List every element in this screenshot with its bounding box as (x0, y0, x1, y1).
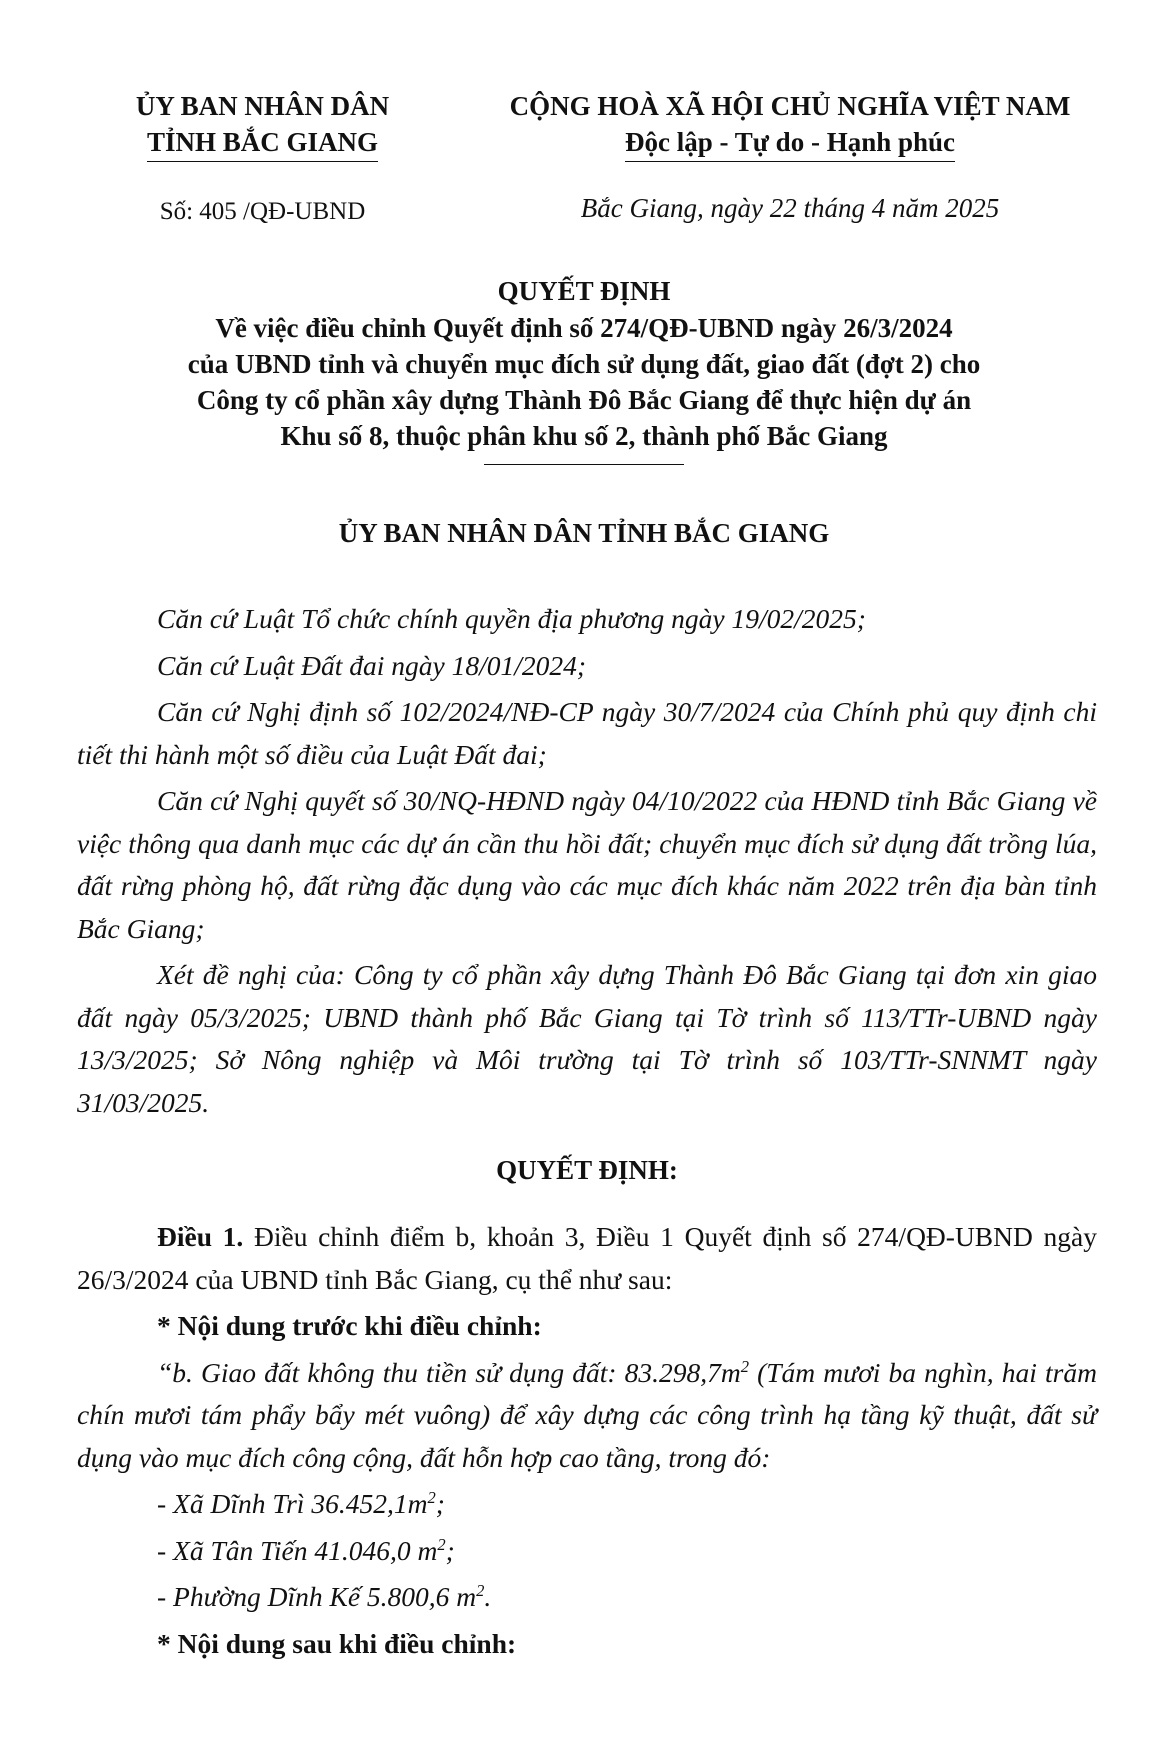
decision-heading: QUYẾT ĐỊNH: (496, 1155, 678, 1185)
issuing-authority: ỦY BAN NHÂN DÂN TỈNH BẮC GIANG (338, 518, 830, 548)
issuer-org-line2: TỈNH BẮC GIANG (147, 124, 378, 162)
country-name: CỘNG HOÀ XÃ HỘI CHỦ NGHĨA VIỆT NAM (509, 91, 1071, 121)
area-item: - Xã Tân Tiến 41.046,0 $m^2$; (157, 1534, 455, 1566)
legal-basis: Căn cứ Nghị định số 102/2024/NĐ-CP ngày 30/7/2024 của Chính phủ quy định chi tiết thi hành một số điều của Luật Đất đai; (77, 696, 1097, 770)
national-header-block (470, 88, 1110, 224)
issuer-org-line1: ỦY BAN NHÂN DÂN (135, 91, 390, 121)
subject-line-4: Khu số 8, thuộc phân khu số 2, thành phố Bắc Giang (280, 421, 888, 451)
national-motto: Độc lập - Tự do - Hạnh phúc (625, 124, 955, 162)
title-divider (484, 464, 684, 465)
document-header (0, 88, 1168, 248)
document-number: Số: 405 /QĐ-UBND (159, 198, 366, 225)
subject-line-1: Về việc điều chỉnh Quyết định số 274/QĐ-UBND ngày 26/3/2024 (215, 313, 953, 343)
document-body (77, 598, 1097, 1669)
subject-line-3: Công ty cổ phần xây dựng Thành Đô Bắc Giang để thực hiện dự án (196, 385, 972, 415)
subject-line-2: của UBND tỉnh và chuyển mục đích sử dụng đất, giao đất (đợt 2) cho (187, 349, 981, 379)
legal-basis: Căn cứ Luật Tổ chức chính quyền địa phương ngày 19/02/2025; (157, 603, 866, 634)
place-and-date: Bắc Giang, ngày 22 tháng 4 năm 2025 (580, 193, 1000, 223)
after-adjustment-heading: * Nội dung sau khi điều chỉnh: (157, 1627, 517, 1659)
legal-basis: Xét đề nghị của: Công ty cổ phần xây dựng Thành Đô Bắc Giang tại đơn xin giao đất ngày 05/3/2025; UBND thành phố Bắc Giang tại Tờ trình số 113/TTr-UBND ngày 13/3/2025; Sở Nông nghiệp và Môi trường tại Tờ trình số 103/TTr-SNNMT ngày 31/03/2025. (77, 959, 1097, 1118)
legal-basis: Căn cứ Nghị quyết số 30/NQ-HĐND ngày 04/10/2022 của HĐND tỉnh Bắc Giang về việc thông qua danh mục các dự án cần thu hồi đất; chuyển mục đích sử dụng đất trồng lúa, đất rừng phòng hộ, đất rừng đặc dụng vào các mục đích khác năm 2022 trên địa bàn tỉnh Bắc Giang; (77, 785, 1097, 944)
area-item: - Xã Dĩnh Trì $36.452,1m^2$; (157, 1487, 445, 1519)
issuer-block (95, 88, 430, 228)
article-1-label: Điều 1. (157, 1221, 244, 1252)
article-1-text: Điều chỉnh điểm b, khoản 3, Điều 1 Quyết định số 274/QĐ-UBND ngày 26/3/2024 của UBND tỉnh Bắc Giang, cụ thể như sau: (77, 1221, 1097, 1295)
before-adjustment-heading: * Nội dung trước khi điều chỉnh: (157, 1310, 542, 1341)
area-item: - Phường Dĩnh Kế 5.800,6 $m^2$. (157, 1580, 492, 1612)
original-clause-quote: “b. Giao đất không thu tiền sử dụng đất: $83.298,7m^2$ (Tám mươi ba nghìn, hai trăm chín mươi tám phẩy bẩy mét vuông) để xây dựng các công trình hạ tầng kỹ thuật, đất sử dụng vào mục đích công cộng, đất hỗn hợp cao tầng, trong đó: (77, 1356, 1097, 1473)
document-type-title: QUYẾT ĐỊNH (497, 276, 671, 306)
document-title-block (0, 272, 1168, 465)
article-1 (77, 1216, 1097, 1301)
legal-basis: Căn cứ Luật Đất đai ngày 18/01/2024; (157, 649, 587, 681)
